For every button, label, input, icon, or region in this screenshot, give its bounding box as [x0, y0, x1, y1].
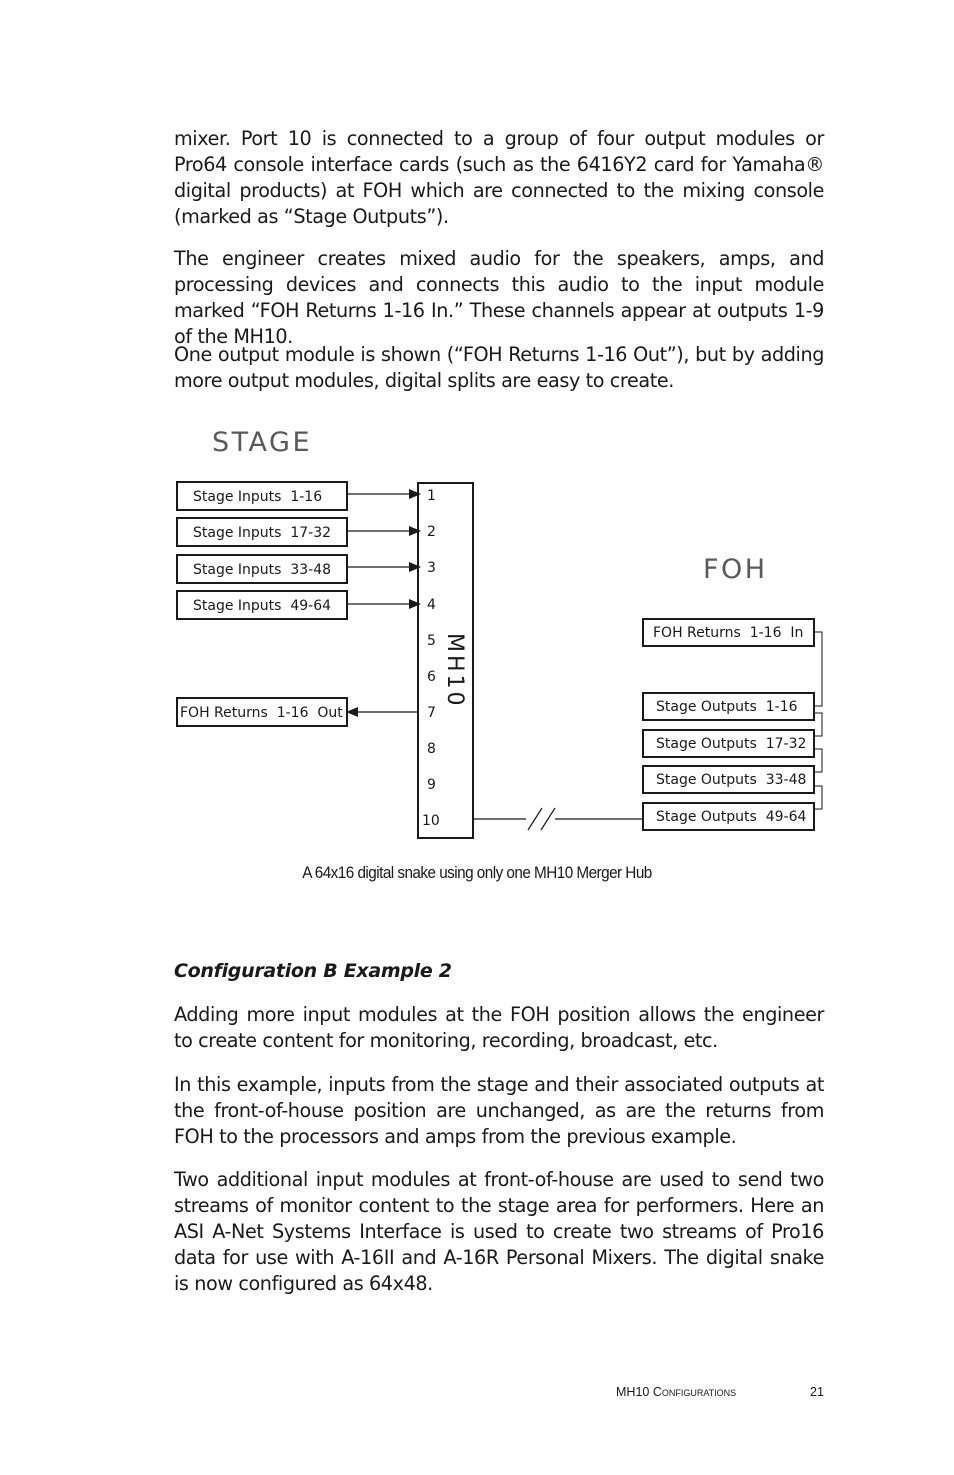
svg-text:FOH Returns 1-16 Out: FOH Returns 1-16 Out [180, 705, 343, 721]
port-9: 9 [427, 777, 436, 793]
body-paragraph-5: In this example, inputs from the stage and their associated outputs at the front-of-house position are unchanged, as are the returns from FOH to the processors and amps from the previous example. [174, 1073, 824, 1148]
stage-output-module-1 [643, 693, 814, 720]
stage-label: STAGE [212, 427, 313, 458]
stage-output-module-2 [643, 730, 814, 757]
body-paragraph-2: The engineer creates mixed audio for the speakers, amps, and processing devices and connects this audio to the input module marked “FOH Returns 1-16 In.” These channels appear at outputs 1-9 of the MH10. [174, 247, 824, 348]
daisy-chain-links [814, 632, 822, 809]
body-paragraph-6: Two additional input modules at front-of-house are used to send two streams of monitor content to the stage area for performers. Here an ASI A-Net Systems Interface is used to create two streams of Pro16 data for use with A-16II and A-16R Personal Mixers. The digital snake is now configured as 64x48. [174, 1168, 824, 1295]
foh-returns-out-module [177, 698, 347, 726]
page-number: 21 [810, 1385, 824, 1399]
svg-text:Stage Inputs 49-64: Stage Inputs 49-64 [193, 598, 332, 614]
svg-text:Stage Inputs 17-32: Stage Inputs 17-32 [193, 525, 332, 541]
svg-text:Stage Outputs 17-32: Stage Outputs 17-32 [656, 736, 807, 752]
svg-text:Stage Outputs 33-48: Stage Outputs 33-48 [656, 772, 807, 788]
body-paragraph-4: Adding more input modules at the FOH position allows the engineer to create content for monitoring, recording, broadcast, etc. [174, 1003, 824, 1052]
body-paragraph-1: mixer. Port 10 is connected to a group of four output modules or Pro64 console interface cards (such as the 6416Y2 card for Yamaha® digital products) at FOH which are connected to the mixing console (marked as “Stage Outputs”). [174, 127, 824, 228]
port-1: 1 [427, 488, 436, 504]
snake-diagram [0, 420, 954, 850]
port-6: 6 [427, 669, 436, 685]
stage-input-module-1 [177, 482, 347, 510]
section-heading: Configuration B Example 2 [174, 960, 452, 982]
port-2: 2 [427, 524, 436, 540]
stage-output-module-4 [643, 803, 814, 830]
port-8: 8 [427, 741, 436, 757]
svg-text:Stage Outputs 1-16: Stage Outputs 1-16 [656, 699, 798, 715]
stage-output-module-3 [643, 766, 814, 793]
figure-caption: A 64x16 digital snake using only one MH10 Merger Hub [302, 863, 652, 882]
body-paragraph-3: One output module is shown (“FOH Returns 1-16 Out”), but by adding more output modules, digital splits are easy to create. [174, 343, 824, 392]
port10-link [473, 808, 643, 830]
port-7: 7 [427, 705, 436, 721]
svg-text:Stage Outputs 49-64: Stage Outputs 49-64 [656, 809, 807, 825]
svg-text:Stage Inputs 33-48: Stage Inputs 33-48 [193, 562, 332, 578]
port-5: 5 [427, 633, 436, 649]
port-4: 4 [427, 597, 436, 613]
port-3: 3 [427, 560, 436, 576]
hub-label: MH10 [442, 633, 467, 709]
footer-section-label: MH10 Configurations [616, 1385, 737, 1399]
foh-label: FOH [703, 554, 768, 585]
stage-input-module-2 [177, 518, 347, 546]
port-10: 10 [422, 813, 440, 829]
svg-text:Stage Inputs 1-16: Stage Inputs 1-16 [193, 489, 323, 505]
svg-text:FOH Returns 1-16 In: FOH Returns 1-16 In [653, 625, 804, 641]
foh-returns-in-module [643, 619, 814, 646]
stage-input-module-3 [177, 555, 347, 583]
stage-input-module-4 [177, 591, 347, 619]
